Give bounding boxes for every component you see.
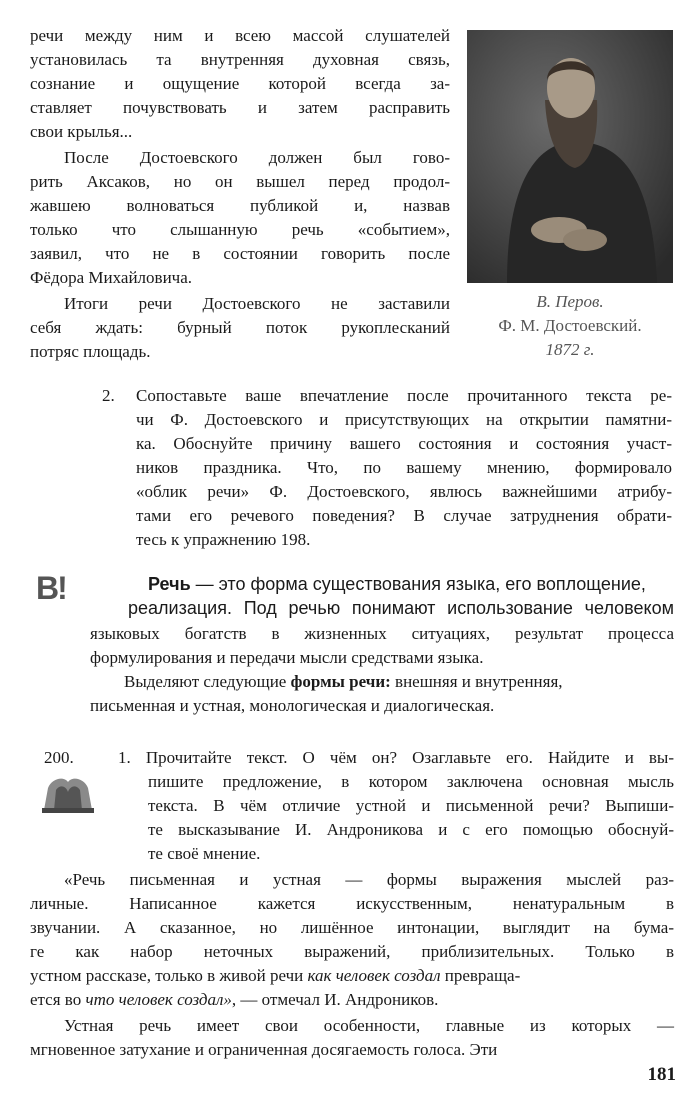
text-line: свои крылья... (30, 122, 133, 141)
text-line: Устная речь имеет свои особенности, главные из которых — (64, 1016, 674, 1035)
text-line: речи между ним и всею массой слушателей (30, 26, 450, 45)
portrait-caption-year: 1872 г. (545, 340, 595, 359)
text-line: пишите предложение, в котором заключена основная мысль (148, 772, 674, 791)
text-line (30, 988, 438, 1012)
task-number: 2. (102, 386, 115, 405)
text-line: тесь к упражнению 198. (136, 530, 311, 549)
text-line: установилась та внутренняя духовная связь, (30, 50, 450, 69)
reading-icon (40, 772, 96, 814)
text-line: ников праздника. Что, по вашему мнению, формировало (136, 458, 672, 477)
text-line: ка. Обоснуйте причину вашего состояния и состояния участ- (136, 434, 672, 453)
text-line: жавшею волноваться публикой и, назвав (30, 196, 450, 215)
text-line: ге как набор неточных выражений, приблизительных. Только в (30, 942, 674, 961)
text-line: себя ждать: бурный поток рукоплесканий (30, 318, 450, 337)
text-line: Фёдора Михайловича. (30, 268, 193, 287)
quote-text: ется во (30, 990, 86, 1009)
portrait-image (467, 30, 673, 283)
rule-line (124, 670, 563, 694)
quote-text: , — отмечал И. Андроников. (231, 990, 439, 1009)
text-line: «Речь письменная и устная — формы выражения мыслей раз- (64, 870, 674, 889)
quote-italic: как человек создал (307, 966, 441, 985)
text-line: сознание и ощущение которой всегда за- (30, 74, 450, 93)
text-line: «облик речи» Ф. Достоевского, явлюсь важнейшими атрибу- (136, 482, 672, 501)
rule-term: формы речи: (290, 672, 391, 691)
text-line (30, 964, 520, 988)
text-line: те высказывание И. Андроникова и с его помощью обоснуй- (148, 820, 674, 839)
rule-line: языковых богатств в жизненных ситуациях, результат процесса (90, 624, 674, 643)
text-line: После Достоевского должен был гово- (64, 148, 450, 167)
text-line: ставляет почувствовать и затем расправить (30, 98, 450, 117)
text-line: только что слышанную речь «событием», (30, 220, 450, 239)
text-line: мгновенное затухание и ограниченная досягаемость голоса. Эти (30, 1040, 498, 1059)
page-number: 181 (647, 1064, 676, 1085)
text-line: 1. Прочитайте текст. О чём он? Озаглавьте его. Найдите и вы- (118, 748, 674, 767)
text-line: Сопоставьте ваше впечатление после прочитанного текста ре- (136, 386, 672, 405)
rule-line: формулирования и передачи мысли средствами языка. (90, 648, 484, 667)
portrait-caption-author: В. Перов. (536, 292, 604, 311)
text-line: звучании. А сказанное, но лишённое интонации, выглядит на бума- (30, 918, 674, 937)
text-line: чи Ф. Достоевского и присутствующих на открытии памятни- (136, 410, 672, 429)
rule-text: Выделяют следующие (124, 672, 291, 691)
portrait-caption-title: Ф. М. Достоевский. (498, 316, 642, 335)
text-line: личные. Написанное кажется искусственным, ненатуральным в (30, 894, 674, 913)
rule-line: письменная и устная, монологическая и диалогическая. (90, 696, 495, 715)
rule-icon: В! (36, 570, 66, 606)
quote-text: устном рассказе, только в живой речи (30, 966, 308, 985)
portrait-figure (467, 30, 673, 283)
rule-term: Речь (148, 574, 191, 594)
text-line: рить Аксаков, но он вышел перед продол- (30, 172, 450, 191)
text-line: потряс площадь. (30, 342, 151, 361)
rule-line: реализация. Под речью понимают использование человеком (128, 598, 674, 618)
exercise-number: 200. (44, 748, 74, 767)
rule-line (148, 572, 646, 596)
text-line: заявил, что не в состоянии говорить после (30, 244, 450, 263)
quote-italic: что человек создал» (85, 990, 232, 1009)
rule-text: внешняя и внутренняя, (390, 672, 563, 691)
rule-text: — это форма существования языка, его воплощение, (190, 574, 646, 594)
quote-text: превраща- (440, 966, 521, 985)
text-line: тами его речевого поведения? В случае затруднения обрати- (136, 506, 672, 525)
text-line: Итоги речи Достоевского не заставили (64, 294, 450, 313)
text-line: текста. В чём отличие устной и письменной речи? Выпиши- (148, 796, 674, 815)
text-line: те своё мнение. (148, 844, 261, 863)
